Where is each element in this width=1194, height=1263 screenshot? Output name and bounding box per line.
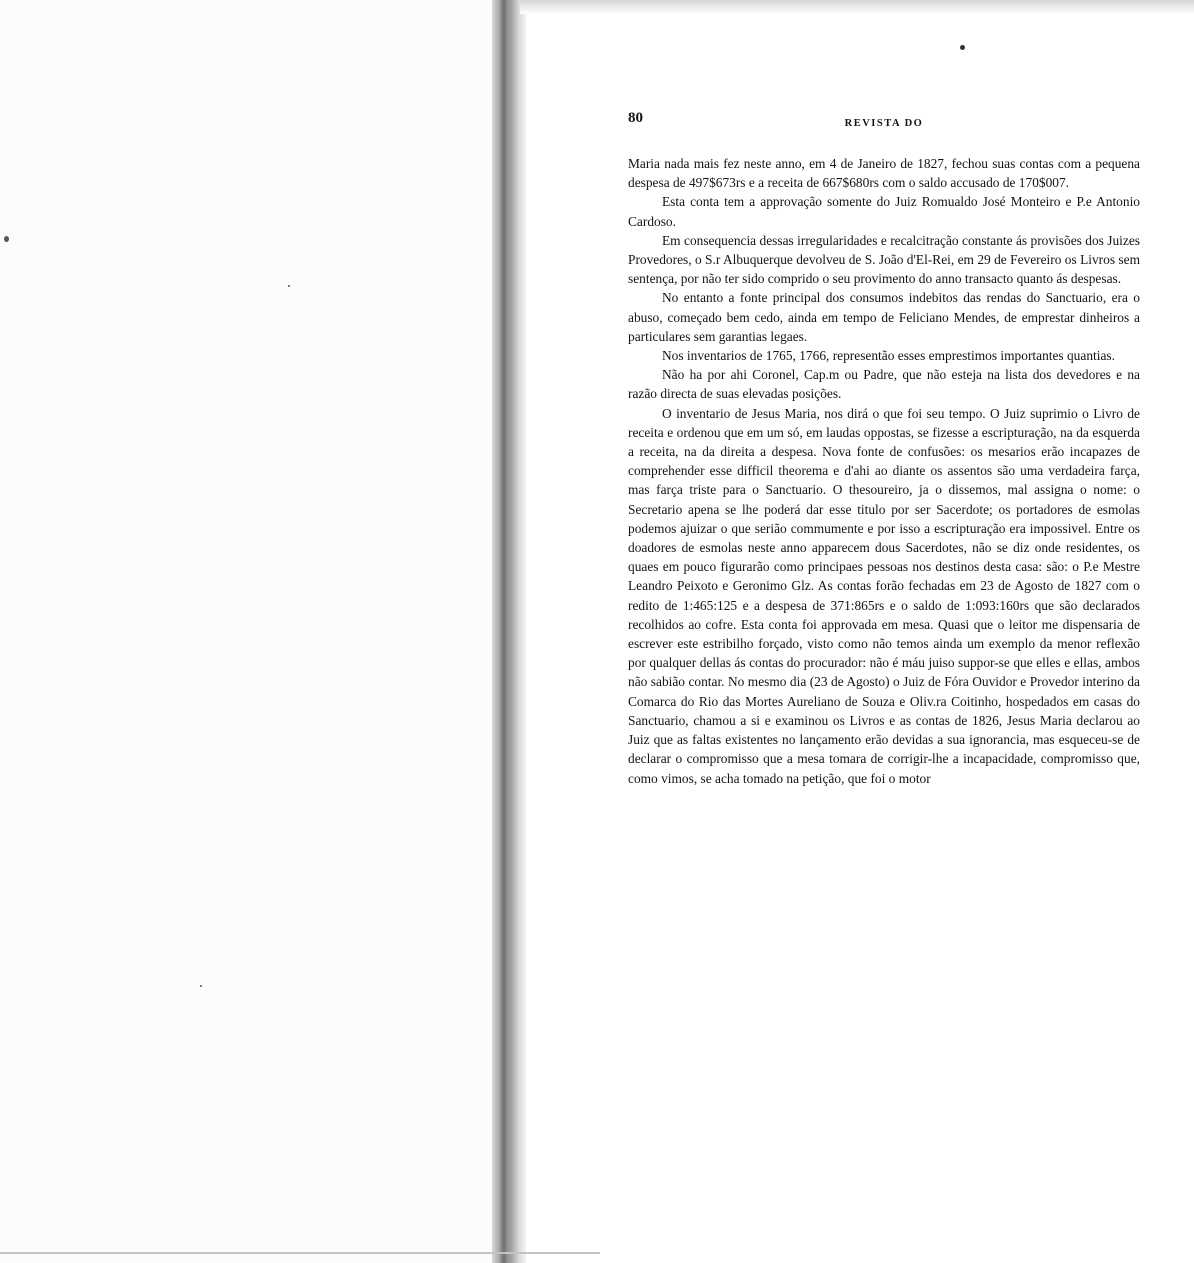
blank-facing-page xyxy=(0,0,492,1263)
book-gutter xyxy=(492,0,526,1263)
paragraph: Maria nada mais fez neste anno, em 4 de Janeiro de 1827, fechou suas contas com a pequena despesa de 497$673rs e a receita de 667$680rs com o saldo accusado de 170$007. xyxy=(628,156,1140,191)
paragraph: Em consequencia dessas irregularidades e recalcitração constante ás provisões dos Juizes Provedores, o S.r Albuquerque devolveu de S. João d'El-Rei, em 29 de Fevereiro os Livros sem sentença, por não ter sido comprido o seu provimento do anno transacto quanto ás despesas. xyxy=(628,232,1140,287)
paragraph: O inventario de Jesus Maria, nos dirá o que foi seu tempo. O Juiz suprimio o Livro de receita e ordenou que em um só, em laudas oppostas, se fizesse a escripturação, na da esquerda a receita, na da direita a despesa. Nova fonte de confusões: os mesarios erão incapazes de comprehender esse difficil theorema e d'ahi ao diante os assentos são uma verdadeira farça, mas farça triste para o Sanctuario. O thesoureiro, ja o dissemos, mal assigna o nome: o Secretario apena se lhe poderá dar esse titulo por ser Sacerdote; os portadores de esmolas podemos ajuizar o que serião commumente e por isso a escripturação era impossivel. Entre os doadores de esmolas neste anno apparecem dous Sacerdotes, não se diz onde residentes, os quaes em pouco figurarão como principaes pessoas nos destinos desta casa: são: o P.e Mestre Leandro Peixoto e Geronimo Glz. As contas forão fechadas em 23 de Agosto de 1827 com o redito de 1:465:125 e a despesa de 371:865rs e o saldo de 1:093:160rs que são declarados recolhidos ao cofre. Esta conta foi approvada em mesa. Quasi que o leitor me dispensaria de escrever este estribilho forçado, visto como não temos ainda um exemplo da menor reflexão por qualquer dellas ás contas do procurador: não é máu juiso suppor-se que elles e ellas, ambos não sabião contar. No mesmo dia (23 de Agosto) o Juiz de Fóra Ouvidor e Provedor interino da Comarca do Rio das Mortes Aureliano de Souza e Oliv.ra Coitinho, hospedados em casas do Sanctuario, chamou a si e examinou os Livros e as contas de 1826, Jesus Maria declarou ao Juiz que as faltas existentes no lançamento erão devidas a sua ignorancia, mas esqueceu-se de declarar o compromisso que a mesa tomara de corrigir-lhe a incapacidade, compromisso que, como vimos, se acha tomado na petição, que foi o motor xyxy=(628,405,1140,786)
page-edge-shadow xyxy=(520,0,1194,14)
paragraph: Nos inventarios de 1765, 1766, representão esses emprestimos importantes quantias. xyxy=(662,348,1115,364)
page-bottom-edge xyxy=(0,1252,600,1254)
paragraph: Esta conta tem a approvação somente do Juiz Romualdo José Monteiro e P.e Antonio Cardoso. xyxy=(628,194,1140,229)
paper-speck xyxy=(4,236,9,242)
printed-page xyxy=(628,104,1140,1054)
page-text xyxy=(628,154,1140,788)
page-header xyxy=(628,104,1140,129)
paragraph: No entanto a fonte principal dos consumos indebitos das rendas do Sanctuario, era o abuso, começado bem cedo, ainda em tempo de Feliciano Mendes, de emprestar dinheiros a particulares sem garantias legaes. xyxy=(628,290,1140,344)
binding-shadow xyxy=(500,0,508,1263)
running-title: REVISTA DO xyxy=(844,118,924,129)
paper-speck xyxy=(200,985,202,987)
paragraph: Não ha por ahi Coronel, Cap.m ou Padre, que não esteja na lista dos devedores e na razão directa de suas elevadas posições. xyxy=(628,367,1140,402)
ink-dot xyxy=(960,45,965,50)
page-number: 80 xyxy=(628,110,643,126)
paper-speck xyxy=(288,285,290,287)
